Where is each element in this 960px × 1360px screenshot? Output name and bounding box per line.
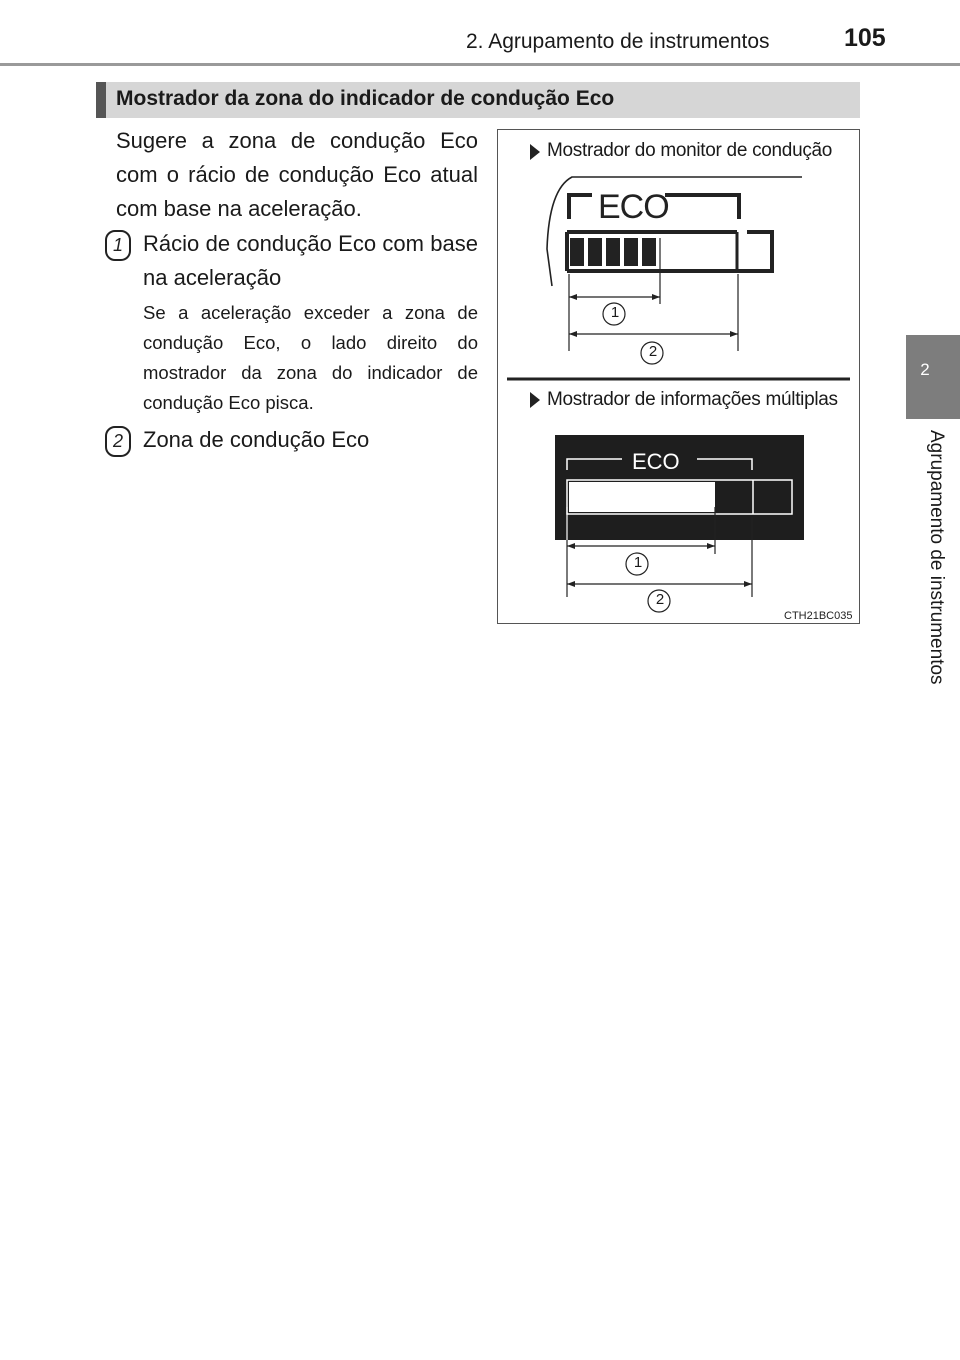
- figure-code: CTH21BC035: [784, 610, 853, 622]
- item-1-detail: Se a aceleração exceder a zona de condução Eco, o lado direito do mostrador da zona do indicador de condução Eco pisca.: [143, 302, 478, 413]
- chapter-tab-number: 2: [920, 360, 930, 379]
- item-2-title: Zona de condução Eco: [143, 427, 370, 452]
- running-header: 2. Agrupamento de instrumentos: [466, 30, 770, 53]
- eco-bracket-right: [665, 195, 739, 219]
- item-1-badge: 1: [105, 230, 131, 261]
- eco-label-bottom: ECO: [632, 449, 680, 474]
- figure-caption-top: Mostrador do monitor de condução: [547, 140, 833, 161]
- eco-bar-segments: [570, 238, 656, 266]
- item-1-title: Rácio de condução Eco com base na aceleração: [143, 231, 478, 290]
- callout-label-1: 1: [610, 304, 620, 321]
- caption-arrow-icon-2: [530, 392, 540, 408]
- item-2-badge: 2: [105, 426, 131, 457]
- eco-bracket-left: [569, 195, 592, 219]
- page-number: 105: [844, 24, 886, 52]
- header-rule: [0, 63, 960, 66]
- callout-label-2b: 2: [655, 591, 665, 608]
- callout-label-1b: 1: [633, 554, 643, 571]
- eco-label-top: ECO: [598, 188, 669, 226]
- mid-bar-fill: [569, 482, 715, 512]
- section-title: Mostrador da zona do indicador de condução Eco: [116, 87, 615, 110]
- intro-paragraph: Sugere a zona de condução Eco com o rácio de condução Eco atual com base na aceleração.: [116, 128, 478, 221]
- caption-arrow-icon: [530, 144, 540, 160]
- callout-label-2: 2: [648, 343, 658, 360]
- eco-indicator-figure: [497, 129, 860, 624]
- chapter-side-label: Agrupamento de instrumentos: [926, 430, 947, 685]
- eco-indicator-illustration: [497, 129, 860, 624]
- figure-caption-bottom: Mostrador de informações múltiplas: [547, 389, 838, 410]
